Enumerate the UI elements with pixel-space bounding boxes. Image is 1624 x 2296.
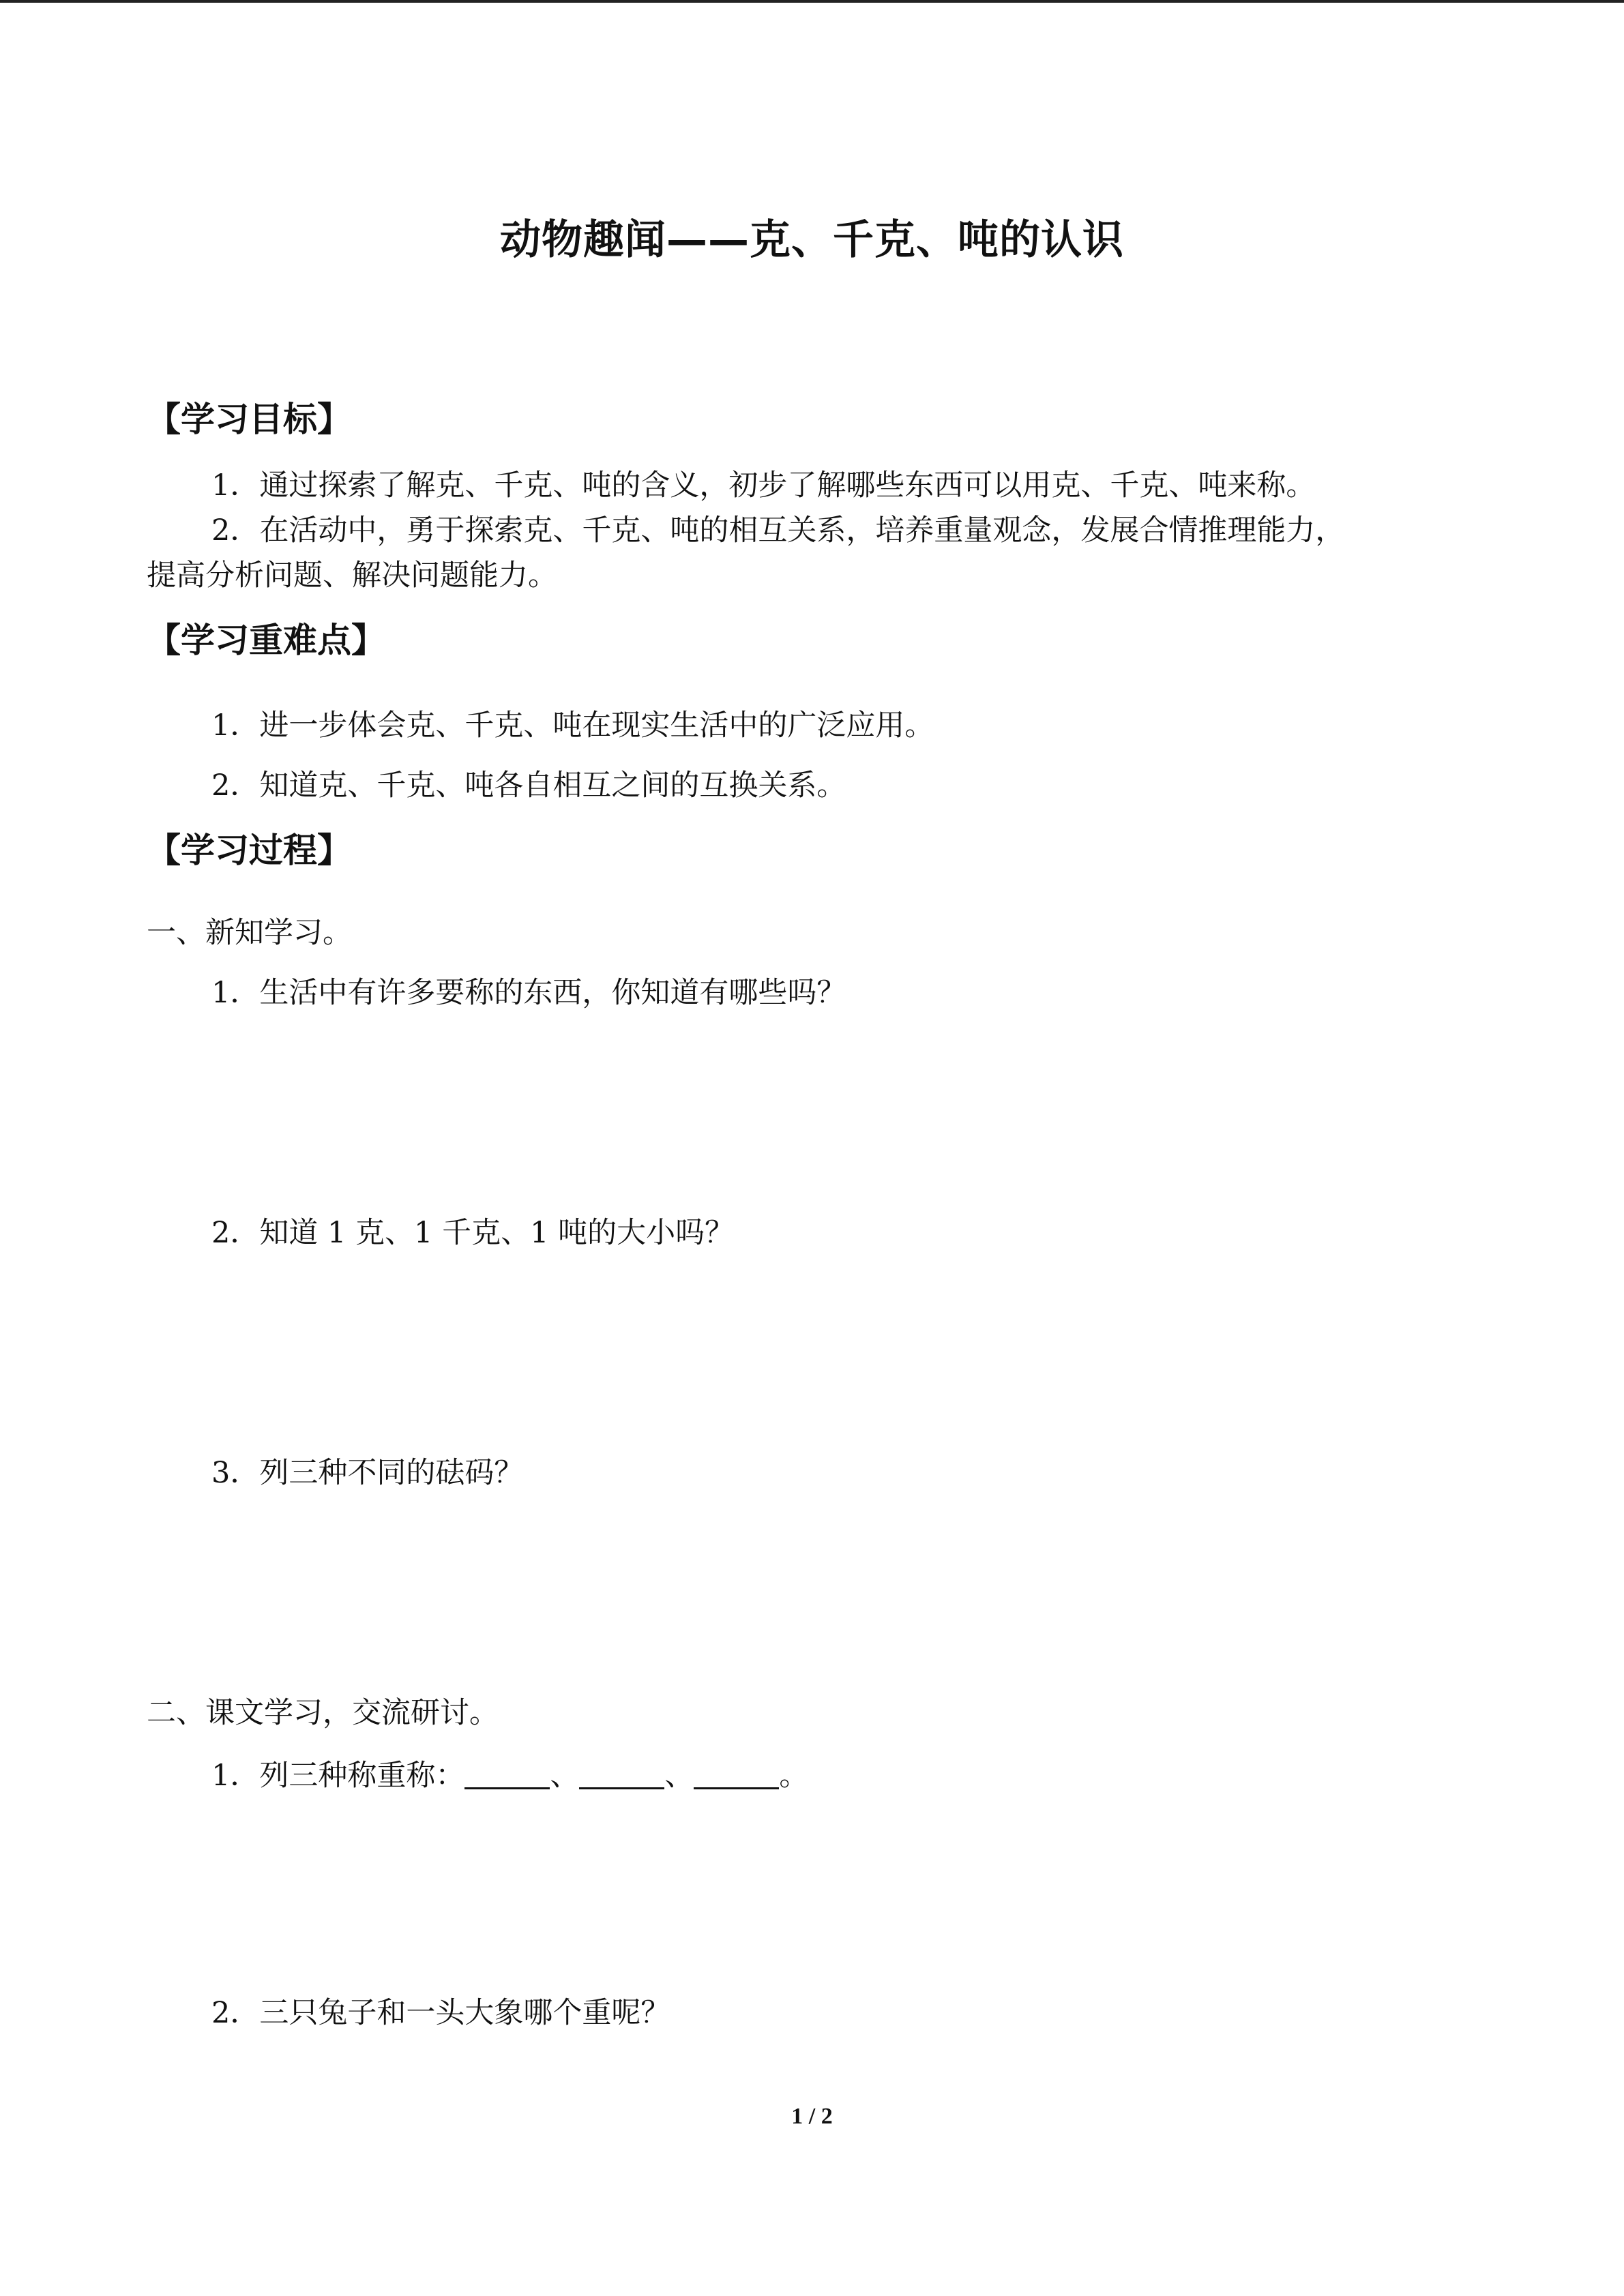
part2-question-2: 2．三只兔子和一头大象哪个重呢？ bbox=[211, 1996, 670, 2030]
objective-line-2-continued: 提高分析问题、解决问题能力。 bbox=[147, 558, 557, 593]
part2-question-1 bbox=[211, 1755, 808, 1796]
part1-question-3: 3．列三种不同的砝码？ bbox=[211, 1456, 524, 1490]
page-number: 1 / 2 bbox=[791, 2104, 833, 2129]
part2-title: 二、课文学习，交流研讨。 bbox=[147, 1696, 499, 1730]
part1-title: 一、新知学习。 bbox=[147, 916, 352, 950]
answer-blank-1[interactable] bbox=[464, 1757, 550, 1789]
section-heading-key-points: 【学习重难点】 bbox=[147, 621, 385, 660]
separator: 、 bbox=[664, 1759, 694, 1793]
page-title: 动物趣闻——克、千克、吨的认识 bbox=[500, 216, 1124, 264]
part1-question-1: 1．生活中有许多要称的东西，你知道有哪些吗？ bbox=[211, 976, 846, 1010]
part1-question-2: 2．知道 1 克、1 千克、1 吨的大小吗？ bbox=[211, 1216, 735, 1250]
answer-blank-3[interactable] bbox=[694, 1757, 779, 1789]
section-heading-process: 【学习过程】 bbox=[147, 831, 351, 870]
key-point-line-2: 2．知道克、千克、吨各自相互之间的互换关系。 bbox=[211, 769, 846, 803]
objective-line-2: 2．在活动中，勇于探索克、千克、吨的相互关系，培养重量观念，发展合情推理能力， bbox=[211, 513, 1345, 548]
part2-question-1-text: 1．列三种称重称： bbox=[211, 1759, 465, 1793]
end-mark: 。 bbox=[779, 1759, 809, 1793]
answer-blank-2[interactable] bbox=[579, 1757, 664, 1789]
page-top-border bbox=[0, 0, 1624, 3]
key-point-line-1: 1．进一步体会克、千克、吨在现实生活中的广泛应用。 bbox=[211, 709, 934, 743]
separator: 、 bbox=[550, 1759, 580, 1793]
objective-line-1: 1．通过探索了解克、千克、吨的含义，初步了解哪些东西可以用克、千克、吨来称。 bbox=[211, 468, 1316, 503]
section-heading-objectives: 【学习目标】 bbox=[147, 400, 351, 439]
